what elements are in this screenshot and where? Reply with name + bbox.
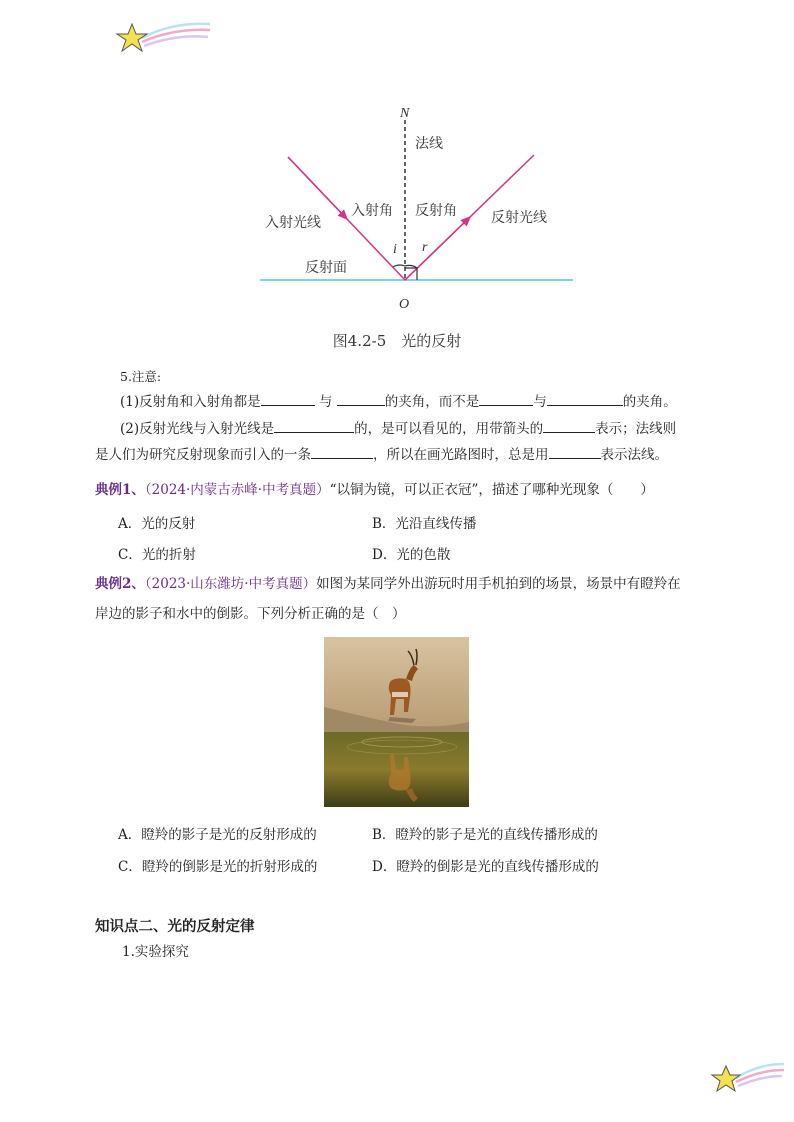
example-1-option-c: C．光的折射 xyxy=(118,547,196,563)
reflection-diagram xyxy=(255,95,585,320)
shooting-star-icon xyxy=(112,18,217,60)
note-item-1: (1)反射角和入射角都是 与 的夹角，而不是 与 的夹角。 xyxy=(120,391,704,412)
label-i: i xyxy=(393,242,397,257)
label-normal: 法线 xyxy=(415,136,443,152)
section-title: 知识点二、光的反射定律 xyxy=(95,919,255,935)
gazelle-photo xyxy=(324,637,469,807)
example-1-question: 典例1、（2024·内蒙古赤峰·中考真题）“以铜为镜，可以正衣冠”，描述了哪种光现象（ ） xyxy=(95,482,654,498)
example-1-option-b: B．光沿直线传播 xyxy=(372,516,477,532)
label-reflected-ray: 反射光线 xyxy=(491,210,547,226)
label-incident-ray: 入射光线 xyxy=(265,215,321,231)
note-item-2: (2)反射光线与入射光线是 的，是可以看见的，用带箭头的 表示；法线则 xyxy=(120,418,704,439)
label-O: O xyxy=(399,297,410,312)
figure-caption: 图4.2-5 光的反射 xyxy=(332,332,462,350)
notes-heading: 5.注意: xyxy=(120,369,162,384)
example-2-question: 典例2、（2023·山东潍坊·中考真题）如图为某同学外出游玩时用手机拍到的场景，场景中有瞪羚在 xyxy=(95,576,681,592)
example-2-option-a: A．瞪羚的影子是光的反射形成的 xyxy=(118,827,317,843)
note-item-2-cont: 是人们为研究反射现象而引入的一条 ，所以在画光路图时，总是用 表示法线。 xyxy=(95,444,704,465)
incident-angle-arc xyxy=(393,265,405,267)
section-subtitle: 1.实验探究 xyxy=(122,944,189,960)
example-2-question-cont: 岸边的影子和水中的倒影。下列分析正确的是（ ） xyxy=(95,606,406,622)
example-2-option-c: C．瞪羚的倒影是光的折射形成的 xyxy=(118,859,318,875)
example-2-option-d: D．瞪羚的倒影是光的直线传播形成的 xyxy=(372,859,599,875)
label-N: N xyxy=(400,106,410,121)
example-1-option-d: D．光的色散 xyxy=(372,547,451,563)
label-reflection-angle: 反射角 xyxy=(415,203,457,219)
example-2-option-b: B．瞪羚的影子是光的直线传播形成的 xyxy=(372,827,598,843)
shooting-star-icon xyxy=(708,1058,788,1098)
example-1-option-a: A．光的反射 xyxy=(118,516,196,532)
label-r: r xyxy=(422,240,428,255)
label-surface: 反射面 xyxy=(305,260,347,276)
label-incident-angle: 入射角 xyxy=(351,203,393,219)
